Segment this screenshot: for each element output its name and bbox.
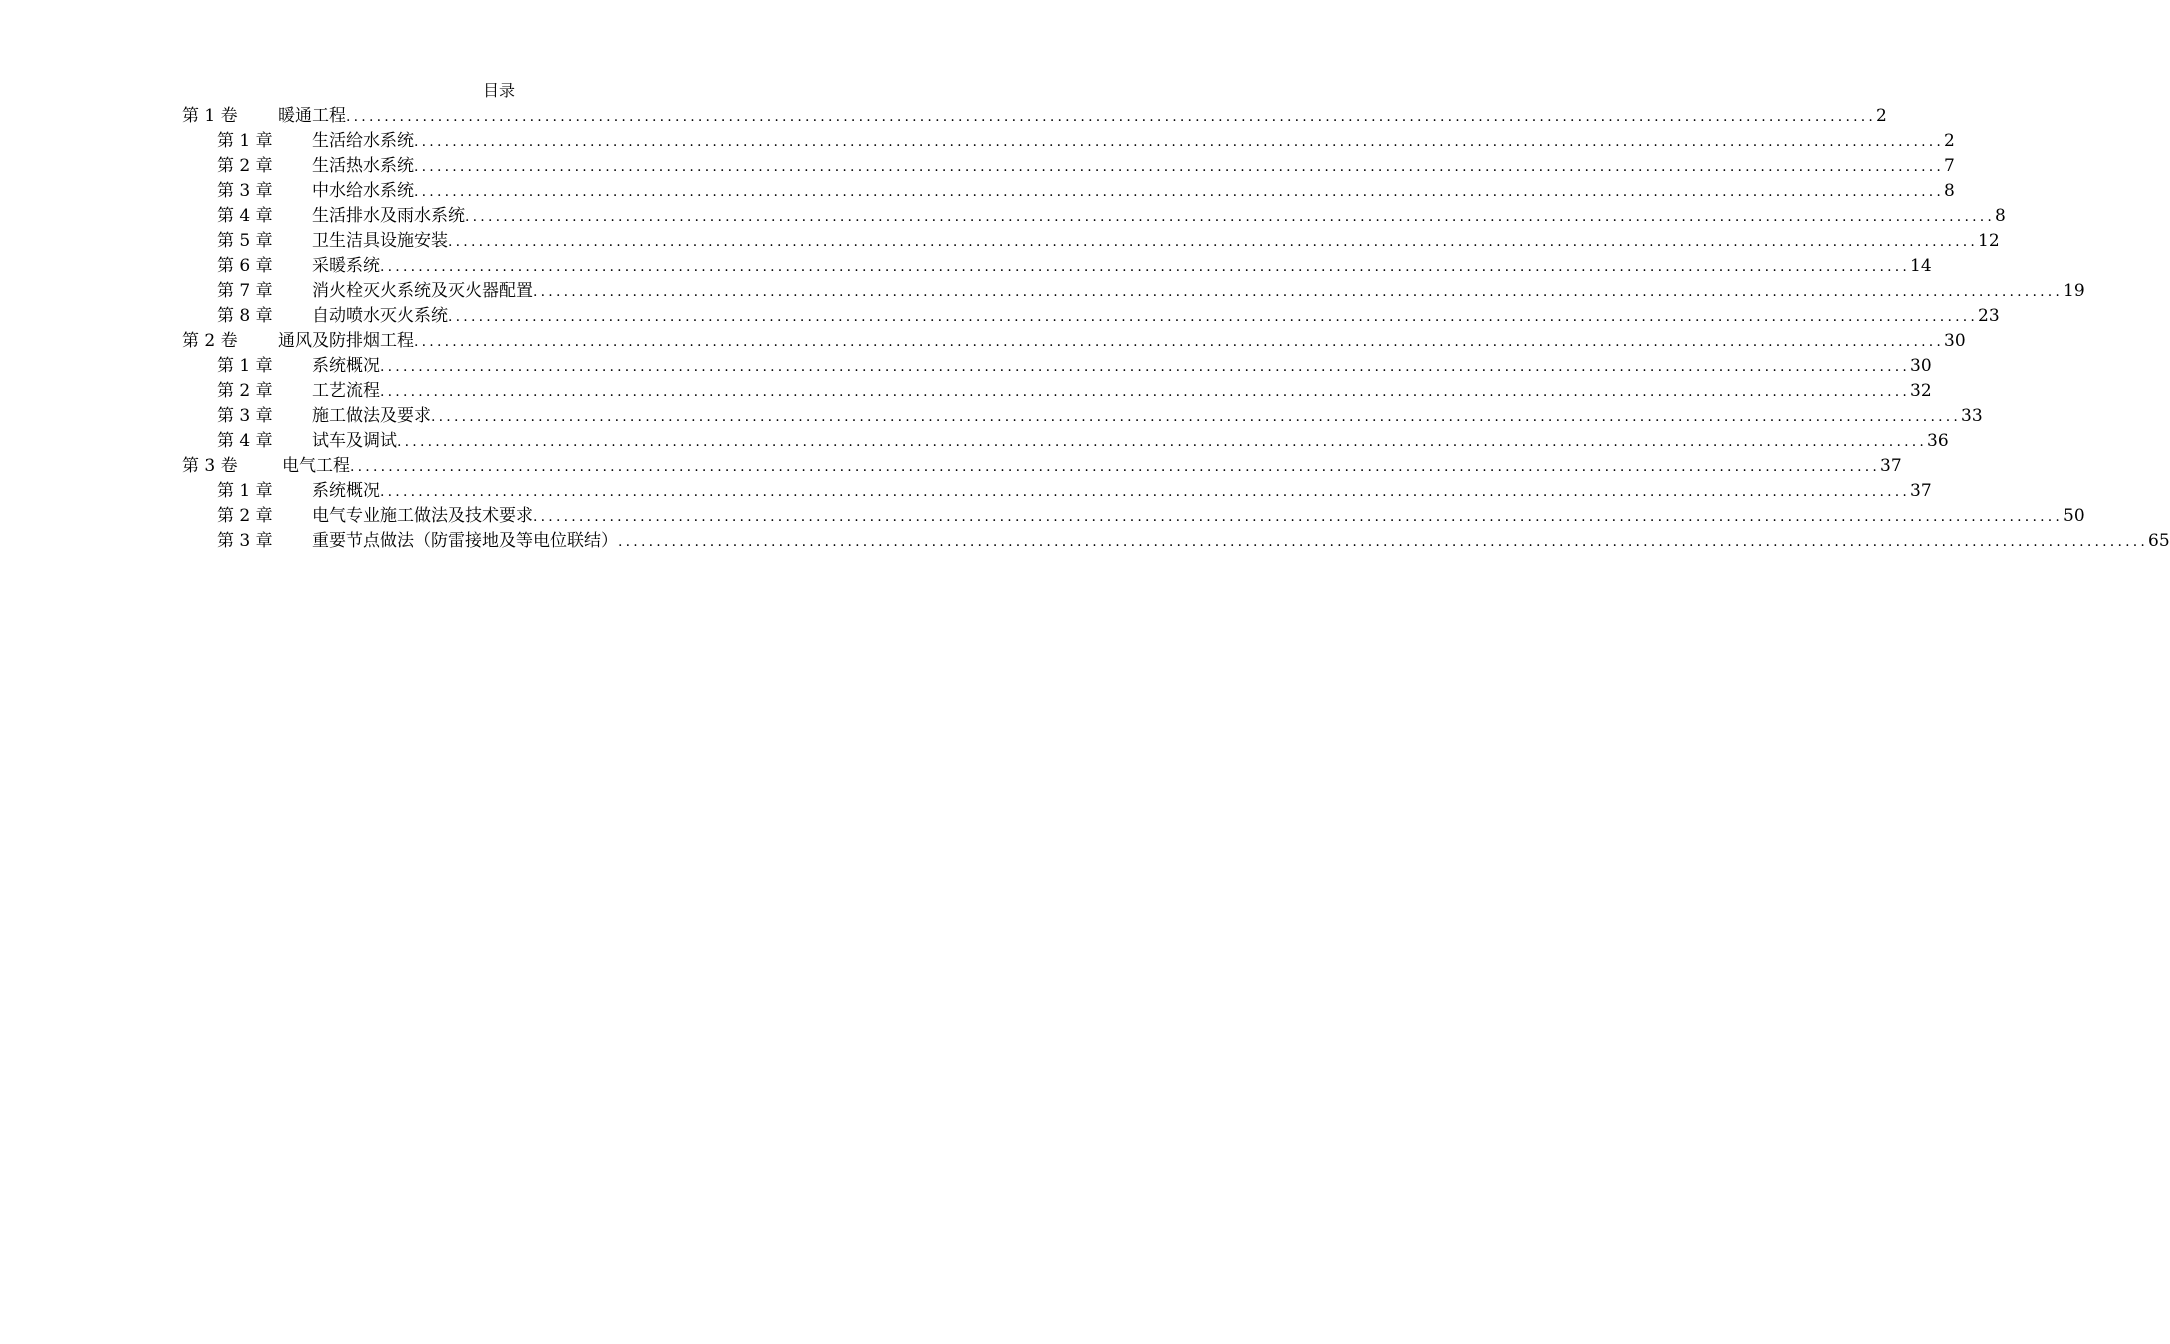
chapter-number: 第 2 章 [217,156,273,176]
dot-leader: ........................................................................................................................................................................................................ [414,159,1945,175]
toc-entry-body [312,154,1955,180]
dot-leader: ........................................................................................................................................................................................................ [465,209,1996,225]
toc-entry-label: 卫生洁具设施安装 [312,229,448,254]
toc-chapter-entry[interactable] [182,129,1955,154]
toc-page-number: 7 [1944,156,1955,176]
toc-entry-body [312,479,1932,505]
toc-page-number: 37 [1880,456,1902,476]
toc-page-number: 8 [1944,181,1955,201]
dot-leader: ........................................................................................................................................................................................................ [414,184,1945,200]
toc-page-number: 37 [1910,481,1932,501]
dot-leader: ........................................................................................................................................................................................................ [448,309,1979,325]
toc-page-number: 2 [1944,131,1955,151]
chapter-number: 第 3 章 [217,531,273,551]
dot-leader: ........................................................................................................................................................................................................ [397,434,1928,450]
dot-leader: ........................................................................................................................................................................................................ [346,109,1877,125]
toc-page-number: 23 [1978,306,2000,326]
dot-leader: ........................................................................................................................................................................................................ [350,459,1881,475]
toc-page-number: 33 [1961,406,1983,426]
toc-entry-body [278,104,1887,130]
dot-leader: ........................................................................................................................................................................................................ [414,334,1945,350]
toc-entry-body [312,179,1955,205]
toc-entry-body [312,404,1983,430]
toc-page-number: 36 [1927,431,1949,451]
toc-chapter-entry[interactable] [182,229,2000,254]
toc-entry-label: 采暖系统 [312,254,380,279]
toc-volume-entry[interactable] [182,329,1966,354]
toc-entry-label: 暖通工程 [278,104,346,129]
toc-title: 目录 [482,81,515,100]
toc-entry-label: 自动喷水灭火系统 [312,304,448,329]
toc-chapter-entry[interactable] [182,529,2170,554]
toc-entry-body [312,354,1932,380]
toc-chapter-entry[interactable] [182,154,1955,179]
toc-page-number: 30 [1910,356,1932,376]
dot-leader: ........................................................................................................................................................................................................ [380,259,1911,275]
toc-chapter-entry[interactable] [182,304,2000,329]
toc-entry-body [312,504,2085,530]
toc-entry-body [312,379,1932,405]
toc-page-number: 12 [1978,231,2000,251]
toc-entry-label: 消火栓灭火系统及灭火器配置 [312,279,533,304]
dot-leader: ........................................................................................................................................................................................................ [533,509,2064,525]
toc-entry-body [312,229,2000,255]
toc-page-number: 30 [1944,331,1966,351]
chapter-number: 第 4 章 [217,206,273,226]
toc-page-number: 32 [1910,381,1932,401]
toc-chapter-entry[interactable] [182,379,1932,404]
dot-leader: ........................................................................................................................................................................................................ [414,134,1945,150]
toc-entry-label: 生活排水及雨水系统 [312,204,465,229]
toc-entry-label: 电气专业施工做法及技术要求 [312,504,533,529]
toc-entry-label: 重要节点做法（防雷接地及等电位联结） [312,529,618,554]
chapter-number: 第 1 章 [217,481,273,501]
toc-entry-body [312,429,1949,455]
toc-entry-label: 生活热水系统 [312,154,414,179]
chapter-number: 第 2 章 [217,381,273,401]
toc-entry-label: 试车及调试 [312,429,397,454]
chapter-number: 第 1 章 [217,356,273,376]
dot-leader: ........................................................................................................................................................................................................ [448,234,1979,250]
chapter-number: 第 2 章 [217,506,273,526]
volume-number: 第 1 卷 [182,106,238,126]
toc-entry-label: 中水给水系统 [312,179,414,204]
toc-entry-label: 电气工程 [282,454,350,479]
toc-entry-body [312,279,2085,305]
chapter-number: 第 5 章 [217,231,273,251]
toc-entry-label: 通风及防排烟工程 [278,329,414,354]
toc-volume-entry[interactable] [182,454,1902,479]
volume-number: 第 2 卷 [182,331,238,351]
toc-entry-label: 生活给水系统 [312,129,414,154]
toc-chapter-entry[interactable] [182,179,1955,204]
chapter-number: 第 4 章 [217,431,273,451]
chapter-number: 第 3 章 [217,181,273,201]
toc-volume-entry[interactable] [182,104,1887,129]
chapter-number: 第 6 章 [217,256,273,276]
toc-chapter-entry[interactable] [182,254,1932,279]
toc-entry-body [312,304,2000,330]
chapter-number: 第 3 章 [217,406,273,426]
toc-entry-body [312,129,1955,155]
chapter-number: 第 1 章 [217,131,273,151]
toc-entry-body [312,204,2006,230]
toc-chapter-entry[interactable] [182,479,1932,504]
dot-leader: ........................................................................................................................................................................................................ [431,409,1962,425]
toc-page-number: 2 [1876,106,1887,126]
toc-chapter-entry[interactable] [182,504,2085,529]
volume-number: 第 3 卷 [182,456,238,476]
table-of-contents [182,104,2170,554]
toc-chapter-entry[interactable] [182,204,2006,229]
toc-page-number: 19 [2063,281,2085,301]
chapter-number: 第 8 章 [217,306,273,326]
toc-entry-label: 工艺流程 [312,379,380,404]
toc-entry-body [312,254,1932,280]
toc-page-number: 65 [2148,531,2170,551]
dot-leader: ........................................................................................................................................................................................................ [380,484,1911,500]
toc-entry-label: 系统概况 [312,354,380,379]
toc-entry-label: 系统概况 [312,479,380,504]
toc-entry-label: 施工做法及要求 [312,404,431,429]
toc-chapter-entry[interactable] [182,354,1932,379]
dot-leader: ........................................................................................................................................................................................................ [533,284,2064,300]
dot-leader: ........................................................................................................................................................................................................ [380,359,1911,375]
chapter-number: 第 7 章 [217,281,273,301]
toc-entry-body [278,329,1966,355]
toc-entry-body [312,529,2170,555]
dot-leader: ........................................................................................................................................................................................................ [618,534,2149,550]
dot-leader: ........................................................................................................................................................................................................ [380,384,1911,400]
toc-page-number: 50 [2063,506,2085,526]
toc-chapter-entry[interactable] [182,429,1949,454]
toc-entry-body [282,454,1902,480]
toc-chapter-entry[interactable] [182,404,1983,429]
toc-chapter-entry[interactable] [182,279,2085,304]
toc-page-number: 8 [1995,206,2006,226]
toc-page-number: 14 [1910,256,1932,276]
